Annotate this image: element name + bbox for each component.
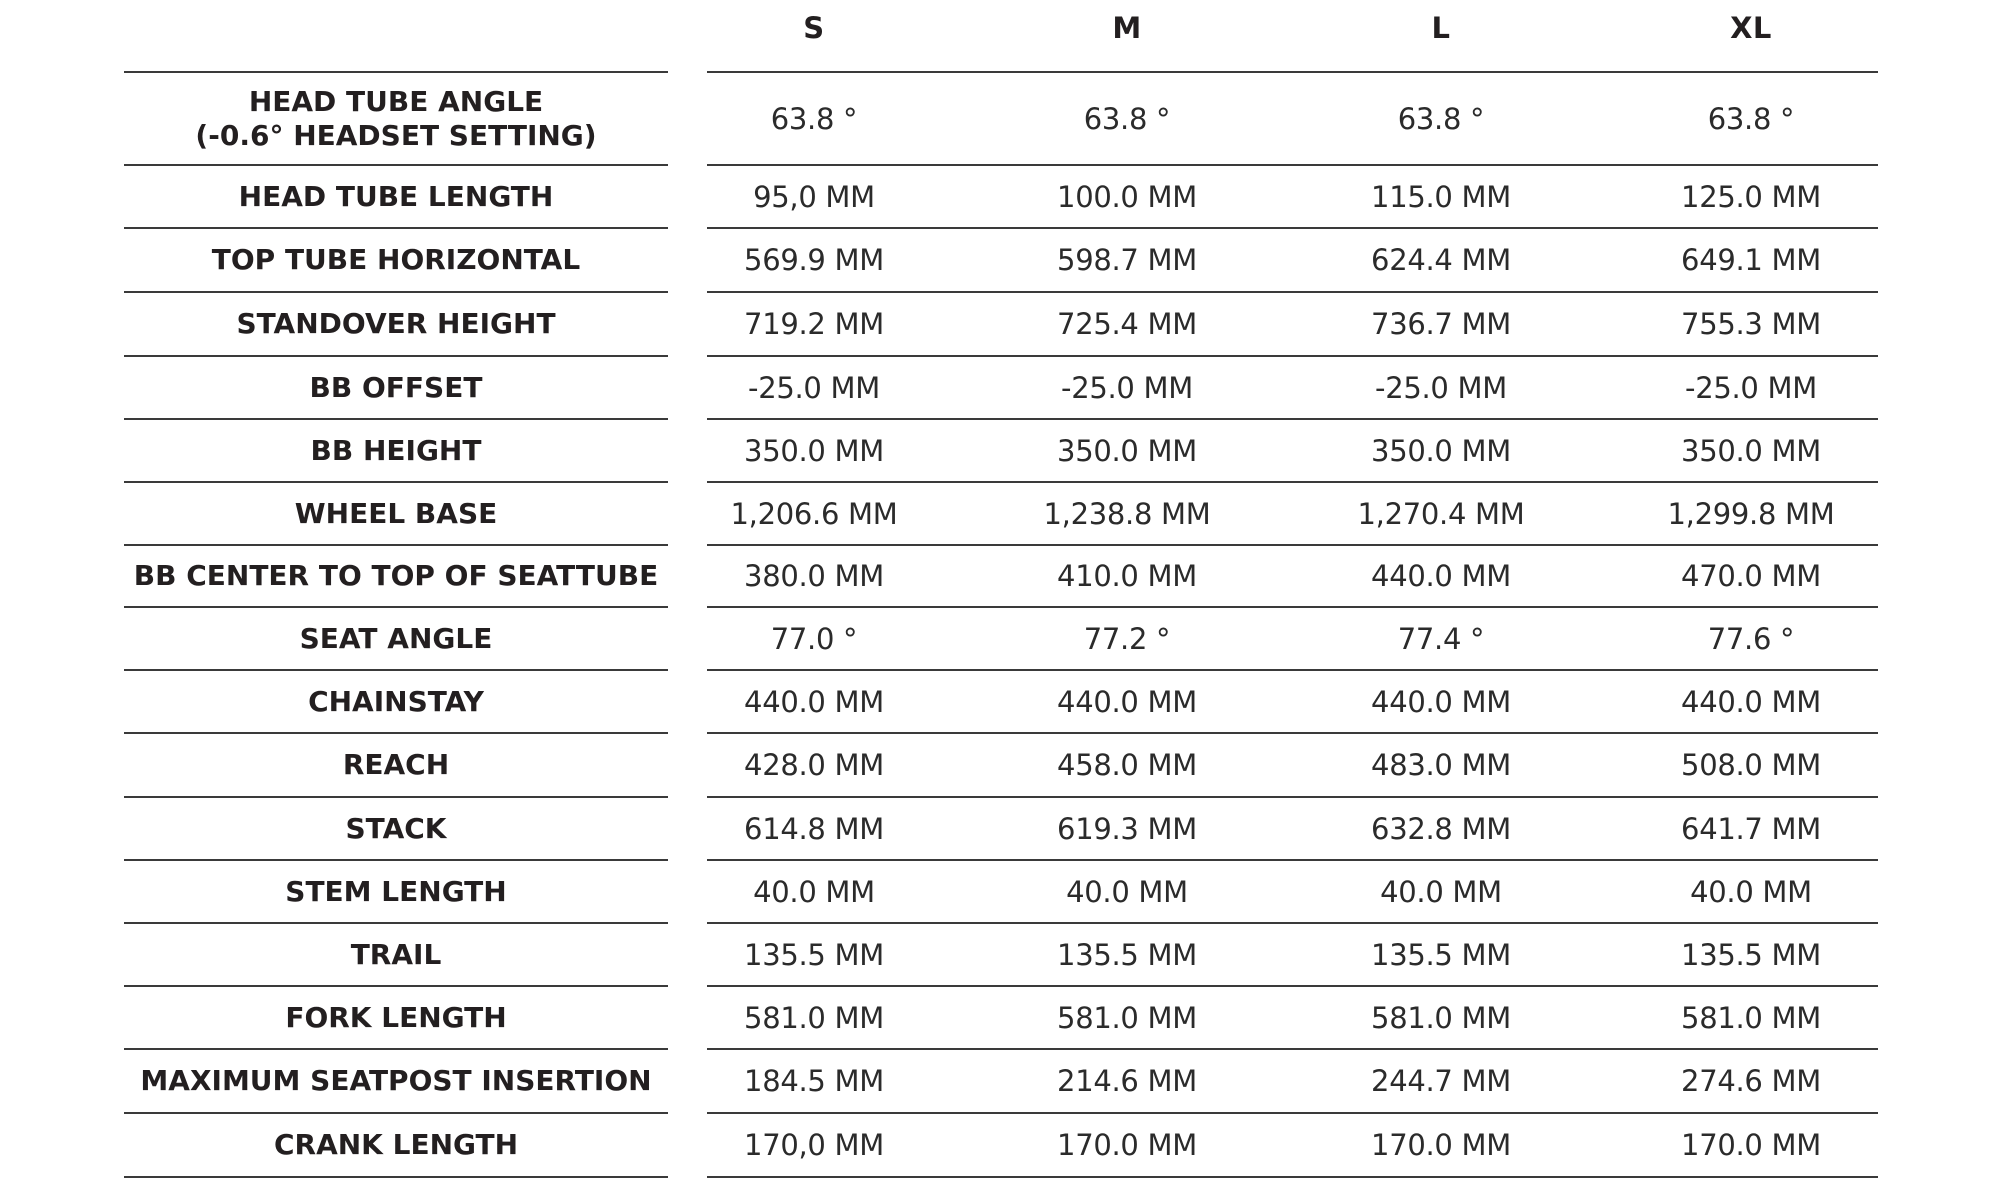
value-cell-l: 624.4 MM — [1371, 243, 1511, 277]
value-cell-xl: 77.6 ° — [1707, 621, 1795, 656]
row-label: WHEEL BASE — [124, 483, 668, 546]
value-cell-s: 170,0 MM — [744, 1128, 884, 1162]
value-cell-s: 350.0 MM — [744, 433, 884, 468]
row-values — [707, 293, 1878, 357]
value-cell-m: 63.8 ° — [1083, 101, 1171, 136]
table-row — [0, 546, 2000, 608]
value-cell-l: 77.4 ° — [1397, 621, 1485, 656]
row-values — [707, 798, 1878, 861]
size-header-xl: XL — [1730, 11, 1772, 45]
value-cell-l: 115.0 MM — [1371, 179, 1511, 214]
table-row — [0, 861, 2000, 924]
row-label: HEAD TUBE ANGLE (-0.6° HEADSET SETTING) — [124, 73, 668, 166]
value-cell-m: 100.0 MM — [1057, 179, 1197, 214]
value-cell-m: 1,238.8 MM — [1043, 496, 1211, 531]
size-header-s: S — [803, 11, 825, 45]
value-cell-xl: 170.0 MM — [1681, 1128, 1821, 1162]
row-label: MAXIMUM SEATPOST INSERTION — [124, 1050, 668, 1114]
row-values — [707, 987, 1878, 1050]
value-cell-l: 244.7 MM — [1371, 1064, 1511, 1098]
row-values — [707, 546, 1878, 608]
value-cell-m: 410.0 MM — [1057, 559, 1197, 593]
value-cell-l: 440.0 MM — [1371, 559, 1511, 593]
row-values — [707, 671, 1878, 734]
value-cell-xl: 755.3 MM — [1681, 307, 1821, 341]
table-row — [0, 166, 2000, 229]
row-label: REACH — [124, 734, 668, 798]
value-cell-m: 40.0 MM — [1066, 874, 1188, 909]
row-values — [707, 1050, 1878, 1114]
row-label: STACK — [124, 798, 668, 861]
size-header-m: M — [1112, 11, 1142, 45]
value-cell-xl: 649.1 MM — [1681, 243, 1821, 277]
value-cell-xl: 125.0 MM — [1681, 179, 1821, 214]
value-cell-l: 40.0 MM — [1380, 874, 1502, 909]
value-cell-xl: -25.0 MM — [1685, 370, 1817, 405]
value-cell-l: 1,270.4 MM — [1357, 496, 1525, 531]
row-label: STEM LENGTH — [124, 861, 668, 924]
table-row — [0, 483, 2000, 546]
value-cell-xl: 581.0 MM — [1681, 1000, 1821, 1035]
value-cell-m: 77.2 ° — [1083, 621, 1171, 656]
value-cell-s: 1,206.6 MM — [730, 496, 898, 531]
table-row — [0, 293, 2000, 357]
table-row — [0, 608, 2000, 671]
table-row — [0, 671, 2000, 734]
value-cell-m: 619.3 MM — [1057, 811, 1197, 846]
value-cell-m: 725.4 MM — [1057, 307, 1197, 341]
value-cell-l: 170.0 MM — [1371, 1128, 1511, 1162]
table-row — [0, 987, 2000, 1050]
value-cell-m: 135.5 MM — [1057, 937, 1197, 972]
value-cell-l: 350.0 MM — [1371, 433, 1511, 468]
row-label: BB OFFSET — [124, 357, 668, 420]
table-row — [0, 1114, 2000, 1178]
value-cell-l: 736.7 MM — [1371, 307, 1511, 341]
table-row — [0, 357, 2000, 420]
value-cell-s: 428.0 MM — [744, 748, 884, 782]
row-label: BB CENTER TO TOP OF SEATTUBE — [124, 546, 668, 608]
row-values — [707, 229, 1878, 293]
row-values — [707, 483, 1878, 546]
row-label: SEAT ANGLE — [124, 608, 668, 671]
row-values — [707, 734, 1878, 798]
table-row — [0, 229, 2000, 293]
value-cell-s: 569.9 MM — [744, 243, 884, 277]
value-cell-m: 598.7 MM — [1057, 243, 1197, 277]
value-cell-xl: 641.7 MM — [1681, 811, 1821, 846]
value-cell-s: 135.5 MM — [744, 937, 884, 972]
value-cell-s: 719.2 MM — [744, 307, 884, 341]
value-cell-m: 458.0 MM — [1057, 748, 1197, 782]
value-cell-xl: 40.0 MM — [1690, 874, 1812, 909]
row-label: STANDOVER HEIGHT — [124, 293, 668, 357]
value-cell-s: 184.5 MM — [744, 1064, 884, 1098]
size-header-row — [0, 0, 2000, 72]
value-cell-l: 135.5 MM — [1371, 937, 1511, 972]
value-cell-s: 614.8 MM — [744, 811, 884, 846]
table-row — [0, 734, 2000, 798]
row-values — [707, 924, 1878, 987]
row-label: CHAINSTAY — [124, 671, 668, 734]
value-cell-xl: 508.0 MM — [1681, 748, 1821, 782]
row-values — [707, 357, 1878, 420]
value-cell-s: 95,0 MM — [753, 179, 875, 214]
value-cell-l: -25.0 MM — [1375, 370, 1507, 405]
row-values — [707, 420, 1878, 483]
value-cell-s: 77.0 ° — [770, 621, 858, 656]
table-row — [0, 73, 2000, 166]
value-cell-m: 170.0 MM — [1057, 1128, 1197, 1162]
row-label: BB HEIGHT — [124, 420, 668, 483]
value-cell-xl: 63.8 ° — [1707, 101, 1795, 136]
row-label: CRANK LENGTH — [124, 1114, 668, 1178]
row-label: HEAD TUBE LENGTH — [124, 166, 668, 229]
value-cell-l: 581.0 MM — [1371, 1000, 1511, 1035]
value-cell-s: -25.0 MM — [748, 370, 880, 405]
table-row — [0, 420, 2000, 483]
value-cell-xl: 350.0 MM — [1681, 433, 1821, 468]
row-values — [707, 73, 1878, 166]
row-values — [707, 166, 1878, 229]
value-cell-s: 63.8 ° — [770, 101, 858, 136]
row-label: TRAIL — [124, 924, 668, 987]
value-cell-m: 214.6 MM — [1057, 1064, 1197, 1098]
table-row — [0, 924, 2000, 987]
value-cell-l: 632.8 MM — [1371, 811, 1511, 846]
value-cell-xl: 135.5 MM — [1681, 937, 1821, 972]
row-values — [707, 608, 1878, 671]
value-cell-m: -25.0 MM — [1061, 370, 1193, 405]
size-header-l: L — [1431, 11, 1451, 45]
row-label: TOP TUBE HORIZONTAL — [124, 229, 668, 293]
value-cell-xl: 274.6 MM — [1681, 1064, 1821, 1098]
table-row — [0, 798, 2000, 861]
value-cell-s: 40.0 MM — [753, 874, 875, 909]
value-cell-l: 483.0 MM — [1371, 748, 1511, 782]
row-values — [707, 861, 1878, 924]
value-cell-xl: 440.0 MM — [1681, 684, 1821, 719]
value-cell-s: 380.0 MM — [744, 559, 884, 593]
value-cell-xl: 1,299.8 MM — [1667, 496, 1835, 531]
row-values — [707, 1114, 1878, 1178]
table-row — [0, 1050, 2000, 1114]
value-cell-l: 63.8 ° — [1397, 101, 1485, 136]
value-cell-s: 440.0 MM — [744, 684, 884, 719]
value-cell-m: 440.0 MM — [1057, 684, 1197, 719]
value-cell-xl: 470.0 MM — [1681, 559, 1821, 593]
value-cell-s: 581.0 MM — [744, 1000, 884, 1035]
value-cell-l: 440.0 MM — [1371, 684, 1511, 719]
row-label: FORK LENGTH — [124, 987, 668, 1050]
value-cell-m: 581.0 MM — [1057, 1000, 1197, 1035]
value-cell-m: 350.0 MM — [1057, 433, 1197, 468]
